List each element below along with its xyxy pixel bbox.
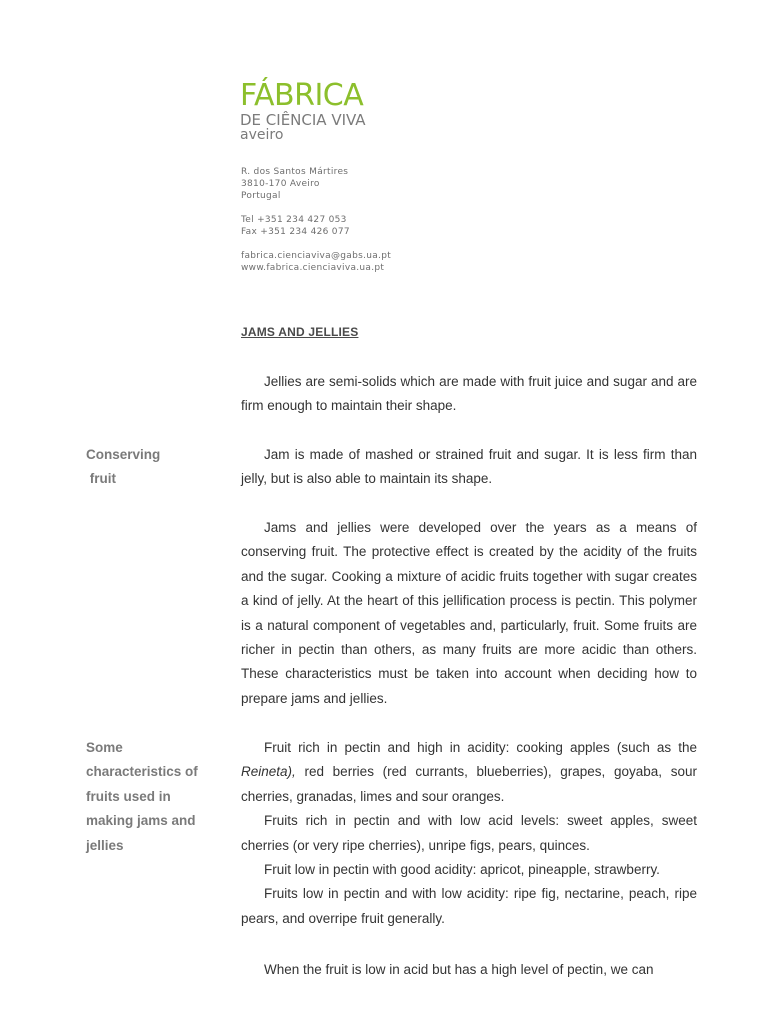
document-title: JAMS AND JELLIES	[241, 325, 359, 339]
contact-block	[241, 166, 391, 274]
paragraph-text: Jellies are semi-solids which are made with fruit juice and sugar and are firm enough to maintain their shape.	[241, 374, 697, 414]
paragraph-text: Jam is made of mashed or strained fruit and sugar. It is less firm than jelly, but is also able to maintain its shape.	[241, 447, 697, 487]
paragraph-history	[241, 516, 697, 711]
paragraph-low-pectin-low-acid: Fruits low in pectin and with low acidity: ripe fig, nectarine, peach, ripe pears, and overripe fruit generally.	[241, 886, 697, 926]
paragraph-text: Jams and jellies were developed over the years as a means of conserving fruit. The protective effect is created by the acidity of the fruits and the sugar. Cooking a mixture of acidic fruits together with sugar creates a kind of jelly. At the heart of this jellification process is pectin. This polymer is a natural component of vegetables and, particularly, fruit. Some fruits are richer in pectin than others, as many fruits are more acidic than others. These characteristics must be taken into account when deciding how to prepare jams and jellies.	[241, 520, 697, 706]
logo-subtitle: DE CIÊNCIA VIVA	[240, 111, 366, 129]
address-line: 3810-170 Aveiro	[241, 179, 320, 189]
paragraph-high-pectin-high-acid	[241, 736, 697, 809]
sidenote-line: fruits used in	[86, 788, 171, 804]
paragraph-low-pectin-good-acid: Fruit low in pectin with good acidity: apricot, pineapple, strawberry.	[264, 862, 660, 878]
paragraph-low-acid	[241, 958, 697, 982]
fax: Fax +351 234 426 077	[241, 227, 350, 237]
telephone: Tel +351 234 427 053	[241, 215, 347, 225]
paragraph-text: When the fruit is low in acid but has a high level of pectin, we can	[264, 962, 654, 977]
sidenote-line: characteristics of	[86, 764, 198, 780]
letterhead-logo	[240, 80, 440, 143]
sidenote-line: fruit	[86, 471, 116, 487]
sidenote-characteristics	[86, 736, 226, 858]
sidenote-line: jellies	[86, 837, 124, 853]
paragraph-high-pectin-low-acid: Fruits rich in pectin and with low acid levels: sweet apples, sweet cherries (or very ripe cherries), unripe figs, pears, quinces.	[241, 813, 697, 853]
sidenote-line: Some	[86, 740, 123, 755]
logo-city: aveiro	[240, 127, 284, 143]
sidenote-line: Conserving	[86, 447, 161, 462]
address-line: R. dos Santos Mártires	[241, 167, 349, 177]
sidenote-conserving	[86, 443, 226, 492]
website-link[interactable]: www.fabrica.cienciaviva.ua.pt	[241, 263, 385, 273]
sidenote-line: making jams and	[86, 813, 196, 829]
italic-variety: Reineta),	[241, 764, 296, 780]
text-span: Fruit rich in pectin and high in acidity: cooking apples (such as the	[264, 740, 697, 755]
paragraph-jellies	[241, 370, 697, 419]
email-link[interactable]: fabrica.cienciaviva@gabs.ua.pt	[241, 251, 392, 261]
text-span: red berries (red currants, blueberries), grapes, goyaba, sour cherries, granadas, limes and sour oranges.	[241, 764, 697, 804]
paragraph-fruit-groups	[241, 736, 697, 931]
paragraph-jam	[241, 443, 697, 492]
logo-brand: FÁBRICA	[240, 78, 364, 113]
address-line: Portugal	[241, 191, 281, 201]
